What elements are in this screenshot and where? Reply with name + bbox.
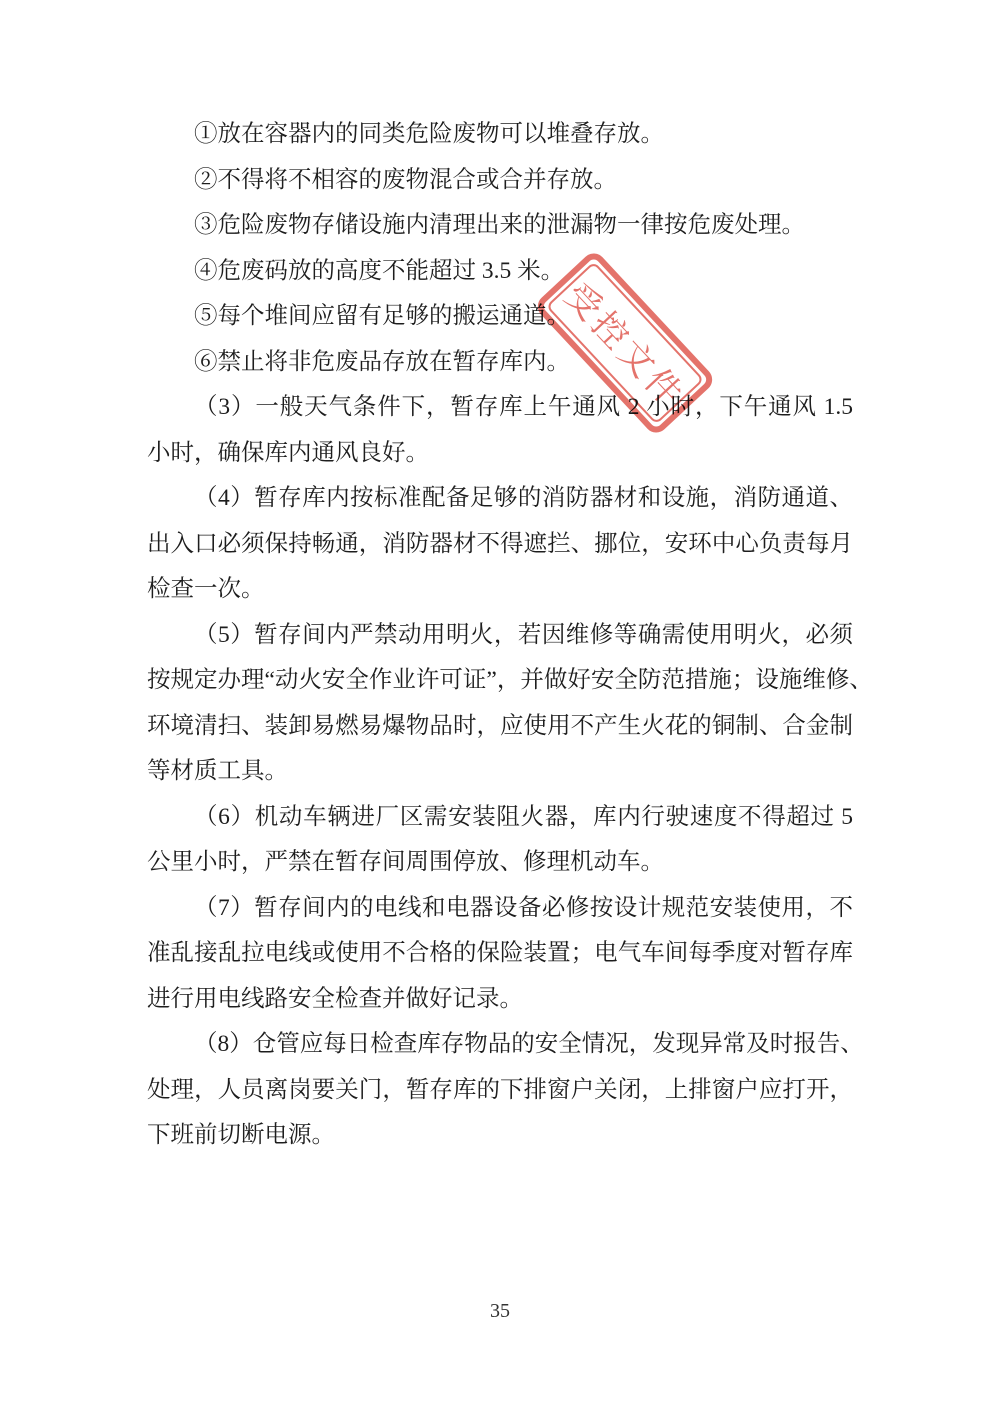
paragraph-6-line-1: （6）机动车辆进厂区需安装阻火器，库内行驶速度不得超过 5: [194, 803, 853, 830]
paragraph-5-line-4: 等材质工具。: [147, 758, 288, 784]
numbered-item-2: ②不得将不相容的废物混合或合并存放。: [194, 166, 617, 193]
paragraph-4-line-3: 检查一次。: [147, 576, 265, 602]
stamp-text: 受控文件: [557, 275, 693, 417]
paragraph-3-line-1: （3）一般天气条件下，暂存库上午通风 2 小时，下午通风 1.5: [194, 394, 853, 420]
paragraph-8-line-2: 处理，人员离岗要关门，暂存库的下排窗户关闭，上排窗户应打开，: [147, 1076, 853, 1103]
paragraph-7-line-3: 进行用电线路安全检查并做好记录。: [147, 985, 523, 1012]
numbered-item-6: ⑥禁止将非危废品存放在暂存库内。: [194, 348, 570, 375]
numbered-item-5: ⑤每个堆间应留有足够的搬运通道。: [194, 303, 570, 329]
paragraph-7-line-1: （7）暂存间内的电线和电器设备必修按设计规范安装使用，不: [194, 894, 853, 921]
paragraph-7-line-2: 准乱接乱拉电线或使用不合格的保险装置；电气车间每季度对暂存库: [147, 940, 853, 966]
numbered-item-4: ④危废码放的高度不能超过 3.5 米。: [194, 257, 565, 284]
paragraph-6-line-2: 公里小时，严禁在暂存间周围停放、修理机动车。: [147, 849, 664, 875]
document-body: [147, 112, 873, 1159]
paragraph-5-line-2: 按规定办理“动火安全作业许可证”，并做好安全防范措施；设施维修、: [147, 667, 873, 693]
paragraph-4-line-2: 出入口必须保持畅通，消防器材不得遮拦、挪位，安环中心负责每月: [147, 530, 853, 557]
paragraph-8-line-1: （8）仓管应每日检查库存物品的安全情况，发现异常及时报告、: [194, 1031, 864, 1057]
numbered-item-3: ③危险废物存储设施内清理出来的泄漏物一律按危废处理。: [194, 212, 805, 238]
paragraph-3-line-2: 小时，确保库内通风良好。: [147, 439, 429, 466]
page-number: 35: [490, 1300, 510, 1322]
paragraph-8-line-3: 下班前切断电源。: [147, 1122, 335, 1148]
paragraph-5-line-3: 环境清扫、装卸易燃易爆物品时，应使用不产生火花的铜制、合金制: [147, 712, 853, 739]
numbered-item-1: ①放在容器内的同类危险废物可以堆叠存放。: [194, 121, 664, 147]
paragraph-4-line-1: （4）暂存库内按标准配备足够的消防器材和设施，消防通道、: [194, 485, 853, 511]
paragraph-5-line-1: （5）暂存间内严禁动用明火，若因维修等确需使用明火，必须: [194, 621, 853, 648]
